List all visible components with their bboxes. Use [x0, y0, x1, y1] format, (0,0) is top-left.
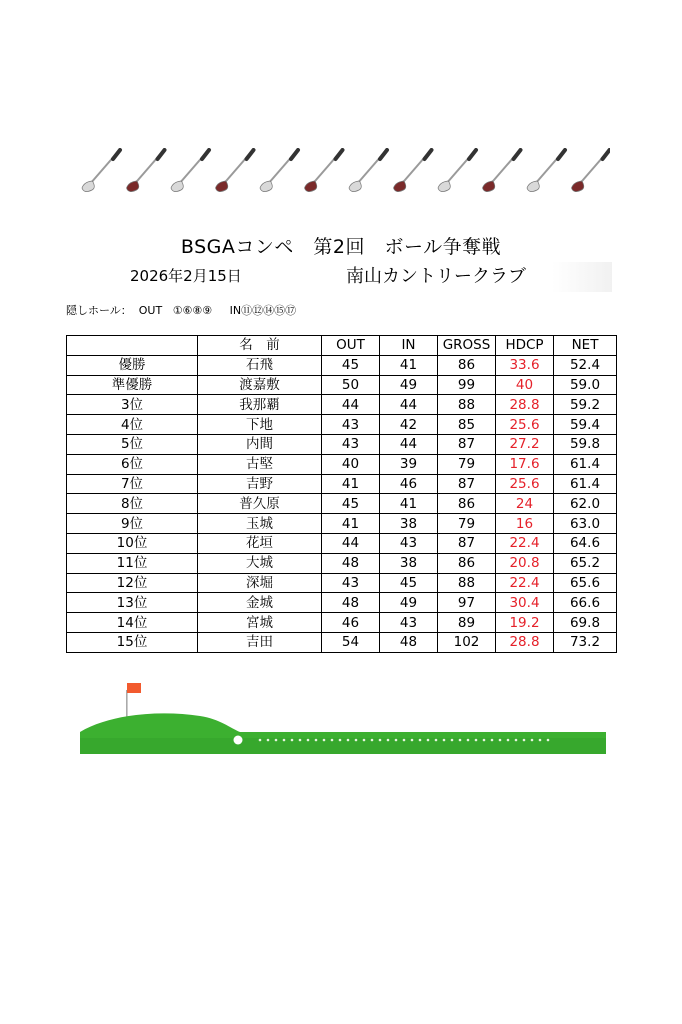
cell-name: 玉城	[198, 514, 322, 534]
table-row	[67, 395, 617, 415]
cell-hdcp: 22.4	[496, 533, 554, 553]
cell-hdcp: 19.2	[496, 613, 554, 633]
golf-course-illustration	[80, 678, 606, 758]
cell-out: 43	[322, 434, 380, 454]
table-header-row	[67, 336, 617, 356]
page-title: BSGAコンペ 第2回 ボール争奪戦	[180, 236, 502, 258]
cell-gross: 86	[438, 494, 496, 514]
header-hdcp: HDCP	[496, 336, 554, 356]
golf-club-icon	[438, 150, 476, 192]
cell-rank: 5位	[67, 434, 198, 454]
cell-hdcp: 33.6	[496, 355, 554, 375]
path-dot	[315, 739, 318, 742]
header-net: NET	[554, 336, 617, 356]
golf-club-icon	[527, 150, 565, 192]
cell-name: 石飛	[198, 355, 322, 375]
cell-out: 43	[322, 415, 380, 435]
cell-rank: 11位	[67, 553, 198, 573]
cell-out: 44	[322, 533, 380, 553]
fairway-shade	[80, 738, 606, 754]
golf-club-icon	[82, 150, 120, 192]
path-dot	[483, 739, 486, 742]
cell-rank: 13位	[67, 593, 198, 613]
path-dot	[499, 739, 502, 742]
path-dot	[427, 739, 430, 742]
cell-rank: 優勝	[67, 355, 198, 375]
cell-hdcp: 28.8	[496, 632, 554, 652]
path-dot	[323, 739, 326, 742]
golf-club-icon	[572, 150, 610, 192]
cell-gross: 87	[438, 474, 496, 494]
path-dot	[523, 739, 526, 742]
path-dot	[451, 739, 454, 742]
cell-net: 63.0	[554, 514, 617, 534]
path-dot	[459, 739, 462, 742]
cell-gross: 89	[438, 613, 496, 633]
cell-out: 48	[322, 593, 380, 613]
cell-in: 44	[380, 434, 438, 454]
cell-rank: 6位	[67, 454, 198, 474]
table-row	[67, 454, 617, 474]
table-row	[67, 553, 617, 573]
path-dot	[291, 739, 294, 742]
cell-net: 59.2	[554, 395, 617, 415]
cell-hdcp: 20.8	[496, 553, 554, 573]
golf-club-icon	[171, 150, 209, 192]
cell-rank: 3位	[67, 395, 198, 415]
cell-in: 42	[380, 415, 438, 435]
cell-hdcp: 16	[496, 514, 554, 534]
header-gross: GROSS	[438, 336, 496, 356]
cell-net: 69.8	[554, 613, 617, 633]
cell-rank: 4位	[67, 415, 198, 435]
path-dot	[507, 739, 510, 742]
cell-net: 52.4	[554, 355, 617, 375]
cell-in: 49	[380, 593, 438, 613]
path-dot	[387, 739, 390, 742]
header-in: IN	[380, 336, 438, 356]
path-dot	[299, 739, 302, 742]
cell-name: 吉田	[198, 632, 322, 652]
path-dot	[379, 739, 382, 742]
cell-out: 44	[322, 395, 380, 415]
cell-rank: 10位	[67, 533, 198, 553]
path-dot	[331, 739, 334, 742]
path-dot	[515, 739, 518, 742]
cell-in: 43	[380, 533, 438, 553]
cell-gross: 88	[438, 395, 496, 415]
table-row	[67, 355, 617, 375]
flag-icon	[127, 683, 141, 693]
cell-in: 41	[380, 494, 438, 514]
cell-in: 39	[380, 454, 438, 474]
cell-net: 65.6	[554, 573, 617, 593]
path-dot	[395, 739, 398, 742]
cell-hdcp: 17.6	[496, 454, 554, 474]
header-name: 名 前	[198, 336, 322, 356]
cell-rank: 12位	[67, 573, 198, 593]
cell-net: 62.0	[554, 494, 617, 514]
path-dot	[443, 739, 446, 742]
cell-in: 45	[380, 573, 438, 593]
golf-club-decoration	[70, 148, 610, 200]
cell-name: 宮城	[198, 613, 322, 633]
golf-club-icon	[305, 150, 343, 192]
cell-rank: 8位	[67, 494, 198, 514]
cell-rank: 7位	[67, 474, 198, 494]
cell-net: 64.6	[554, 533, 617, 553]
cell-name: 古堅	[198, 454, 322, 474]
golf-club-icon	[127, 150, 165, 192]
cell-name: 大城	[198, 553, 322, 573]
path-dot	[307, 739, 310, 742]
header-out: OUT	[322, 336, 380, 356]
cell-name: 内間	[198, 434, 322, 454]
cell-in: 41	[380, 355, 438, 375]
venue-name: 南山カントリークラブ	[338, 262, 612, 292]
cell-in: 38	[380, 553, 438, 573]
path-dot	[467, 739, 470, 742]
cell-hdcp: 40	[496, 375, 554, 395]
results-table	[66, 335, 617, 653]
cell-out: 43	[322, 573, 380, 593]
cell-name: 吉野	[198, 474, 322, 494]
path-dot	[411, 739, 414, 742]
golf-club-icon	[483, 150, 521, 192]
cell-hdcp: 30.4	[496, 593, 554, 613]
path-dot	[275, 739, 278, 742]
cell-hdcp: 28.8	[496, 395, 554, 415]
table-row	[67, 613, 617, 633]
cell-out: 50	[322, 375, 380, 395]
cell-in: 43	[380, 613, 438, 633]
path-dot	[491, 739, 494, 742]
cell-net: 65.2	[554, 553, 617, 573]
cell-rank: 14位	[67, 613, 198, 633]
table-row	[67, 375, 617, 395]
cell-rank: 準優勝	[67, 375, 198, 395]
table-row	[67, 494, 617, 514]
cell-hdcp: 25.6	[496, 474, 554, 494]
cell-hdcp: 22.4	[496, 573, 554, 593]
cell-out: 41	[322, 474, 380, 494]
cell-out: 41	[322, 514, 380, 534]
cell-net: 73.2	[554, 632, 617, 652]
cell-name: 花垣	[198, 533, 322, 553]
cell-name: 金城	[198, 593, 322, 613]
cell-net: 61.4	[554, 454, 617, 474]
cell-out: 48	[322, 553, 380, 573]
cell-name: 深堀	[198, 573, 322, 593]
cell-name: 下地	[198, 415, 322, 435]
hidden-holes-note: 隠しホール： OUT ①⑥⑧⑨ IN⑪⑫⑭⑮⑰	[66, 304, 297, 317]
cell-gross: 88	[438, 573, 496, 593]
cell-in: 49	[380, 375, 438, 395]
cell-gross: 85	[438, 415, 496, 435]
table-row	[67, 533, 617, 553]
table-row	[67, 573, 617, 593]
cell-gross: 86	[438, 553, 496, 573]
path-dot	[539, 739, 542, 742]
golf-club-icon	[260, 150, 298, 192]
table-row	[67, 514, 617, 534]
cell-net: 59.8	[554, 434, 617, 454]
cell-rank: 9位	[67, 514, 198, 534]
cell-gross: 102	[438, 632, 496, 652]
cell-gross: 79	[438, 454, 496, 474]
cell-out: 45	[322, 494, 380, 514]
table-row	[67, 593, 617, 613]
path-dot	[371, 739, 374, 742]
cell-rank: 15位	[67, 632, 198, 652]
path-dot	[547, 739, 550, 742]
event-date: 2026年2月15日	[130, 267, 242, 285]
cell-out: 45	[322, 355, 380, 375]
path-dot	[475, 739, 478, 742]
cell-hdcp: 27.2	[496, 434, 554, 454]
flag-pole	[126, 690, 128, 720]
golf-club-icon	[394, 150, 432, 192]
path-dot	[355, 739, 358, 742]
cell-out: 46	[322, 613, 380, 633]
cell-name: 普久原	[198, 494, 322, 514]
cell-gross: 86	[438, 355, 496, 375]
header-rank	[67, 336, 198, 356]
cell-net: 61.4	[554, 474, 617, 494]
cell-in: 38	[380, 514, 438, 534]
table-row	[67, 415, 617, 435]
table-row	[67, 474, 617, 494]
cell-net: 59.4	[554, 415, 617, 435]
cell-out: 54	[322, 632, 380, 652]
cell-gross: 97	[438, 593, 496, 613]
cell-out: 40	[322, 454, 380, 474]
cell-gross: 87	[438, 434, 496, 454]
path-dot	[259, 739, 262, 742]
golf-club-icon	[349, 150, 387, 192]
path-dot	[267, 739, 270, 742]
cell-name: 渡嘉敷	[198, 375, 322, 395]
path-dot	[403, 739, 406, 742]
cell-gross: 79	[438, 514, 496, 534]
path-dot	[419, 739, 422, 742]
path-dot	[347, 739, 350, 742]
cell-hdcp: 24	[496, 494, 554, 514]
path-dot	[339, 739, 342, 742]
path-dot	[531, 739, 534, 742]
cell-in: 44	[380, 395, 438, 415]
golf-club-icon	[216, 150, 254, 192]
table-row	[67, 434, 617, 454]
path-dot	[435, 739, 438, 742]
cell-net: 59.0	[554, 375, 617, 395]
cell-net: 66.6	[554, 593, 617, 613]
cell-hdcp: 25.6	[496, 415, 554, 435]
cell-gross: 99	[438, 375, 496, 395]
table-row	[67, 632, 617, 652]
path-dot	[363, 739, 366, 742]
path-dot	[283, 739, 286, 742]
cell-in: 48	[380, 632, 438, 652]
cell-name: 我那覇	[198, 395, 322, 415]
golf-ball-icon	[234, 736, 243, 745]
cell-gross: 87	[438, 533, 496, 553]
cell-in: 46	[380, 474, 438, 494]
